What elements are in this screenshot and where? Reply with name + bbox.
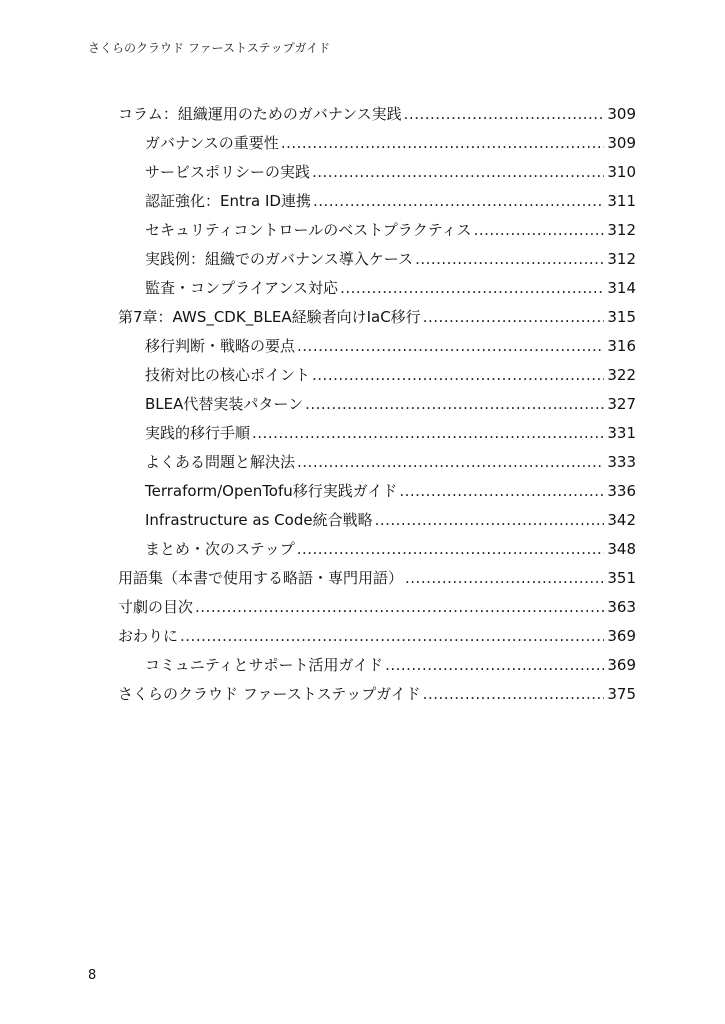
toc-dot-leader	[385, 651, 604, 680]
toc-entry-page: 375	[607, 685, 636, 703]
toc-entry[interactable]	[118, 390, 636, 419]
toc-dot-leader	[312, 158, 604, 187]
toc-entry-title: おわりに	[118, 627, 179, 645]
toc-entry[interactable]	[118, 651, 636, 680]
toc-entry-title: 認証強化：Entra ID連携	[145, 192, 311, 210]
toc-entry-title: Terraform/OpenTofu移行実践ガイド	[145, 482, 398, 500]
toc-entry[interactable]	[118, 216, 636, 245]
toc-entry[interactable]	[118, 593, 636, 622]
toc-entry-page: 342	[607, 511, 636, 529]
toc-entry[interactable]	[118, 274, 636, 303]
toc-dot-leader	[340, 274, 604, 303]
toc-entry-page: 316	[607, 337, 636, 355]
toc-entry-page: 314	[607, 279, 636, 297]
toc-entry[interactable]	[118, 622, 636, 651]
toc-entry[interactable]	[118, 448, 636, 477]
toc-entry-title: 移行判断・戦略の要点	[145, 337, 296, 355]
toc-entry-page: 315	[607, 308, 636, 326]
toc-entry[interactable]	[118, 100, 636, 129]
toc-entry-title: 実践例：組織でのガバナンス導入ケース	[145, 250, 414, 268]
toc-entry[interactable]	[118, 419, 636, 448]
toc-dot-leader	[252, 419, 604, 448]
toc-entry-page: 310	[607, 163, 636, 181]
toc-dot-leader	[297, 535, 605, 564]
toc-dot-leader	[297, 332, 604, 361]
toc-entry-title: セキュリティコントロールのベストプラクティス	[145, 221, 472, 239]
toc-entry-page: 309	[607, 134, 636, 152]
running-header: さくらのクラウド ファーストステップガイド	[88, 41, 331, 55]
toc-entry-title: 用語集（本書で使用する略語・専門用語）	[118, 569, 404, 587]
toc-dot-leader	[399, 477, 604, 506]
toc-dot-leader	[195, 593, 604, 622]
toc-entry-page: 348	[607, 540, 636, 558]
toc-dot-leader	[180, 622, 604, 651]
toc-entry-page: 322	[607, 366, 636, 384]
toc-entry[interactable]	[118, 535, 636, 564]
toc-dot-leader	[404, 100, 605, 129]
toc-entry[interactable]	[118, 680, 636, 709]
table-of-contents	[118, 100, 636, 709]
toc-entry-page: 369	[607, 656, 636, 674]
toc-entry-title: 寸劇の目次	[118, 598, 194, 616]
toc-entry-page: 331	[607, 424, 636, 442]
toc-dot-leader	[281, 129, 605, 158]
toc-entry-title: 監査・コンプライアンス対応	[145, 279, 339, 297]
toc-dot-leader	[312, 361, 604, 390]
toc-entry-title: Infrastructure as Code統合戦略	[145, 511, 373, 529]
toc-entry-title: さくらのクラウド ファーストステップガイド	[118, 685, 421, 703]
toc-entry[interactable]	[118, 129, 636, 158]
toc-entry-title: コラム：組織運用のためのガバナンス実践	[118, 105, 402, 123]
toc-entry-title: よくある問題と解決法	[145, 453, 296, 471]
toc-entry-title: 実践的移行手順	[145, 424, 251, 442]
toc-entry-page: 363	[607, 598, 636, 616]
toc-dot-leader	[423, 303, 605, 332]
toc-entry-page: 312	[607, 221, 636, 239]
toc-entry-page: 312	[607, 250, 636, 268]
toc-dot-leader	[474, 216, 605, 245]
toc-entry-title: まとめ・次のステップ	[145, 540, 295, 558]
toc-entry-title: 第7章：AWS_CDK_BLEA経験者向けIaC移行	[118, 308, 421, 326]
toc-dot-leader	[415, 245, 604, 274]
toc-entry[interactable]	[118, 187, 636, 216]
toc-dot-leader	[313, 187, 604, 216]
toc-entry[interactable]	[118, 332, 636, 361]
toc-entry[interactable]	[118, 303, 636, 332]
toc-entry-page: 311	[607, 192, 636, 210]
toc-entry-title: BLEA代替実装パターン	[145, 395, 304, 413]
toc-entry-page: 369	[607, 627, 636, 645]
toc-entry-page: 309	[607, 105, 636, 123]
toc-entry[interactable]	[118, 245, 636, 274]
toc-entry-page: 327	[607, 395, 636, 413]
toc-entry-page: 336	[607, 482, 636, 500]
toc-entry[interactable]	[118, 506, 636, 535]
toc-entry[interactable]	[118, 158, 636, 187]
toc-dot-leader	[423, 680, 605, 709]
toc-entry[interactable]	[118, 361, 636, 390]
toc-entry[interactable]	[118, 477, 636, 506]
toc-dot-leader	[305, 390, 604, 419]
toc-entry-title: コミュニティとサポート活用ガイド	[145, 656, 384, 674]
toc-entry[interactable]	[118, 564, 636, 593]
toc-entry-title: 技術対比の核心ポイント	[145, 366, 311, 384]
page-number: 8	[88, 968, 97, 983]
toc-entry-title: ガバナンスの重要性	[145, 134, 279, 152]
toc-dot-leader	[375, 506, 605, 535]
toc-entry-page: 351	[607, 569, 636, 587]
toc-entry-title: サービスポリシーの実践	[145, 163, 311, 181]
toc-dot-leader	[297, 448, 604, 477]
toc-dot-leader	[405, 564, 604, 593]
toc-entry-page: 333	[607, 453, 636, 471]
